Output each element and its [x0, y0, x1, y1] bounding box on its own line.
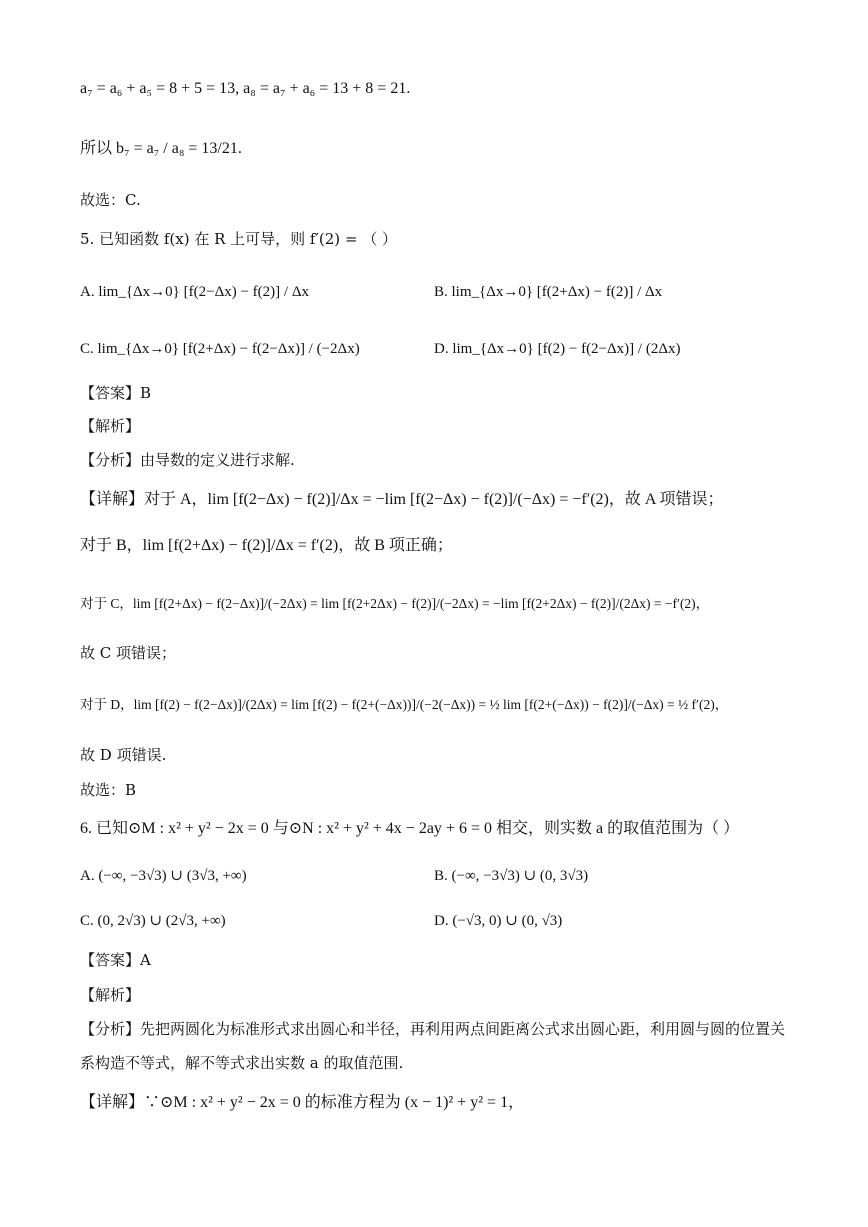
- q5-detail-c: 对于 C，lim [f(2+Δx) − f(2−Δx)]/(−2Δx) = lim [f(2+2Δx) − f(2)]/(−2Δx) = −lim [f(2+2Δx) − f(2)]/(2Δx) = −f′(2)，: [80, 596, 710, 611]
- q6-detail: 【详解】∵⊙M : x² + y² − 2x = 0 的标准方程为 (x − 1)² + y² = 1，: [80, 1094, 525, 1111]
- q5-detail-a: 【详解】对于 A，lim [f(2−Δx) − f(2)]/Δx = −lim [f(2−Δx) − f(2)]/(−Δx) = −f′(2)，故 A 项错误；: [80, 491, 724, 508]
- q5-analysis-heading: 【解析】: [80, 417, 141, 435]
- q6-answer: 【答案】A: [80, 951, 151, 969]
- q5-detail-d-conclusion: 故 D 项错误.: [80, 746, 167, 764]
- q6-analysis-line-1: 【分析】先把两圆化为标准形式求出圆心和半径，再利用两点间距离公式求出圆心距，利用圆与圆的位置关: [80, 1020, 786, 1038]
- q5-detail-b: 对于 B，lim [f(2+Δx) − f(2)]/Δx = f′(2)，故 B 项正确；: [80, 537, 453, 554]
- q5-answer: 【答案】B: [80, 384, 152, 402]
- q6-analysis-line-2: 系构造不等式，解不等式求出实数 a 的取值范围.: [80, 1054, 404, 1072]
- q5-final-choice: 故选：B: [80, 781, 137, 799]
- q5-analysis: 【分析】由导数的定义进行求解.: [80, 451, 295, 469]
- question-6-stem: 6. 已知⊙M : x² + y² − 2x = 0 与⊙N : x² + y² + 4x − 2ay + 6 = 0 相交，则实数 a 的取值范围为（ ）: [80, 820, 740, 837]
- q6-option-d: D. (−√3, 0) ∪ (0, √3): [434, 913, 563, 929]
- q5-detail-d: 对于 D，lim [f(2) − f(2−Δx)]/(2Δx) = lim [f(2) − f(2+(−Δx))]/(−2(−Δx)) = ½ lim [f(2+(−Δx)) − f(2)]/(−Δx) = ½ f′(2)，: [80, 697, 729, 712]
- q5-option-a: A. lim_{Δx→0} [f(2−Δx) − f(2)] / Δx: [80, 284, 309, 300]
- q5-option-c: C. lim_{Δx→0} [f(2+Δx) − f(2−Δx)] / (−2Δx): [80, 341, 360, 357]
- q5-option-d: D. lim_{Δx→0} [f(2) − f(2−Δx)] / (2Δx): [434, 341, 681, 357]
- b7-line: 所以 b₇ = a₇ / a₈ = 13/21.: [80, 140, 242, 157]
- q5-detail-c-conclusion: 故 C 项错误；: [80, 644, 177, 662]
- recurrence-line: a₇ = a₆ + a₅ = 8 + 5 = 13, a₈ = a₇ + a₆ = 13 + 8 = 21.: [80, 80, 411, 97]
- choice-c-line: 故选：C.: [80, 191, 141, 209]
- q5-option-b: B. lim_{Δx→0} [f(2+Δx) − f(2)] / Δx: [434, 284, 663, 300]
- q6-option-c: C. (0, 2√3) ∪ (2√3, +∞): [80, 913, 226, 929]
- q6-option-a: A. (−∞, −3√3) ∪ (3√3, +∞): [80, 868, 247, 884]
- question-5-stem: 5. 已知函数 f(x) 在 R 上可导，则 f′(2) = （ ）: [80, 230, 398, 248]
- q6-option-b: B. (−∞, −3√3) ∪ (0, 3√3): [434, 868, 589, 884]
- q6-analysis-heading: 【解析】: [80, 986, 141, 1004]
